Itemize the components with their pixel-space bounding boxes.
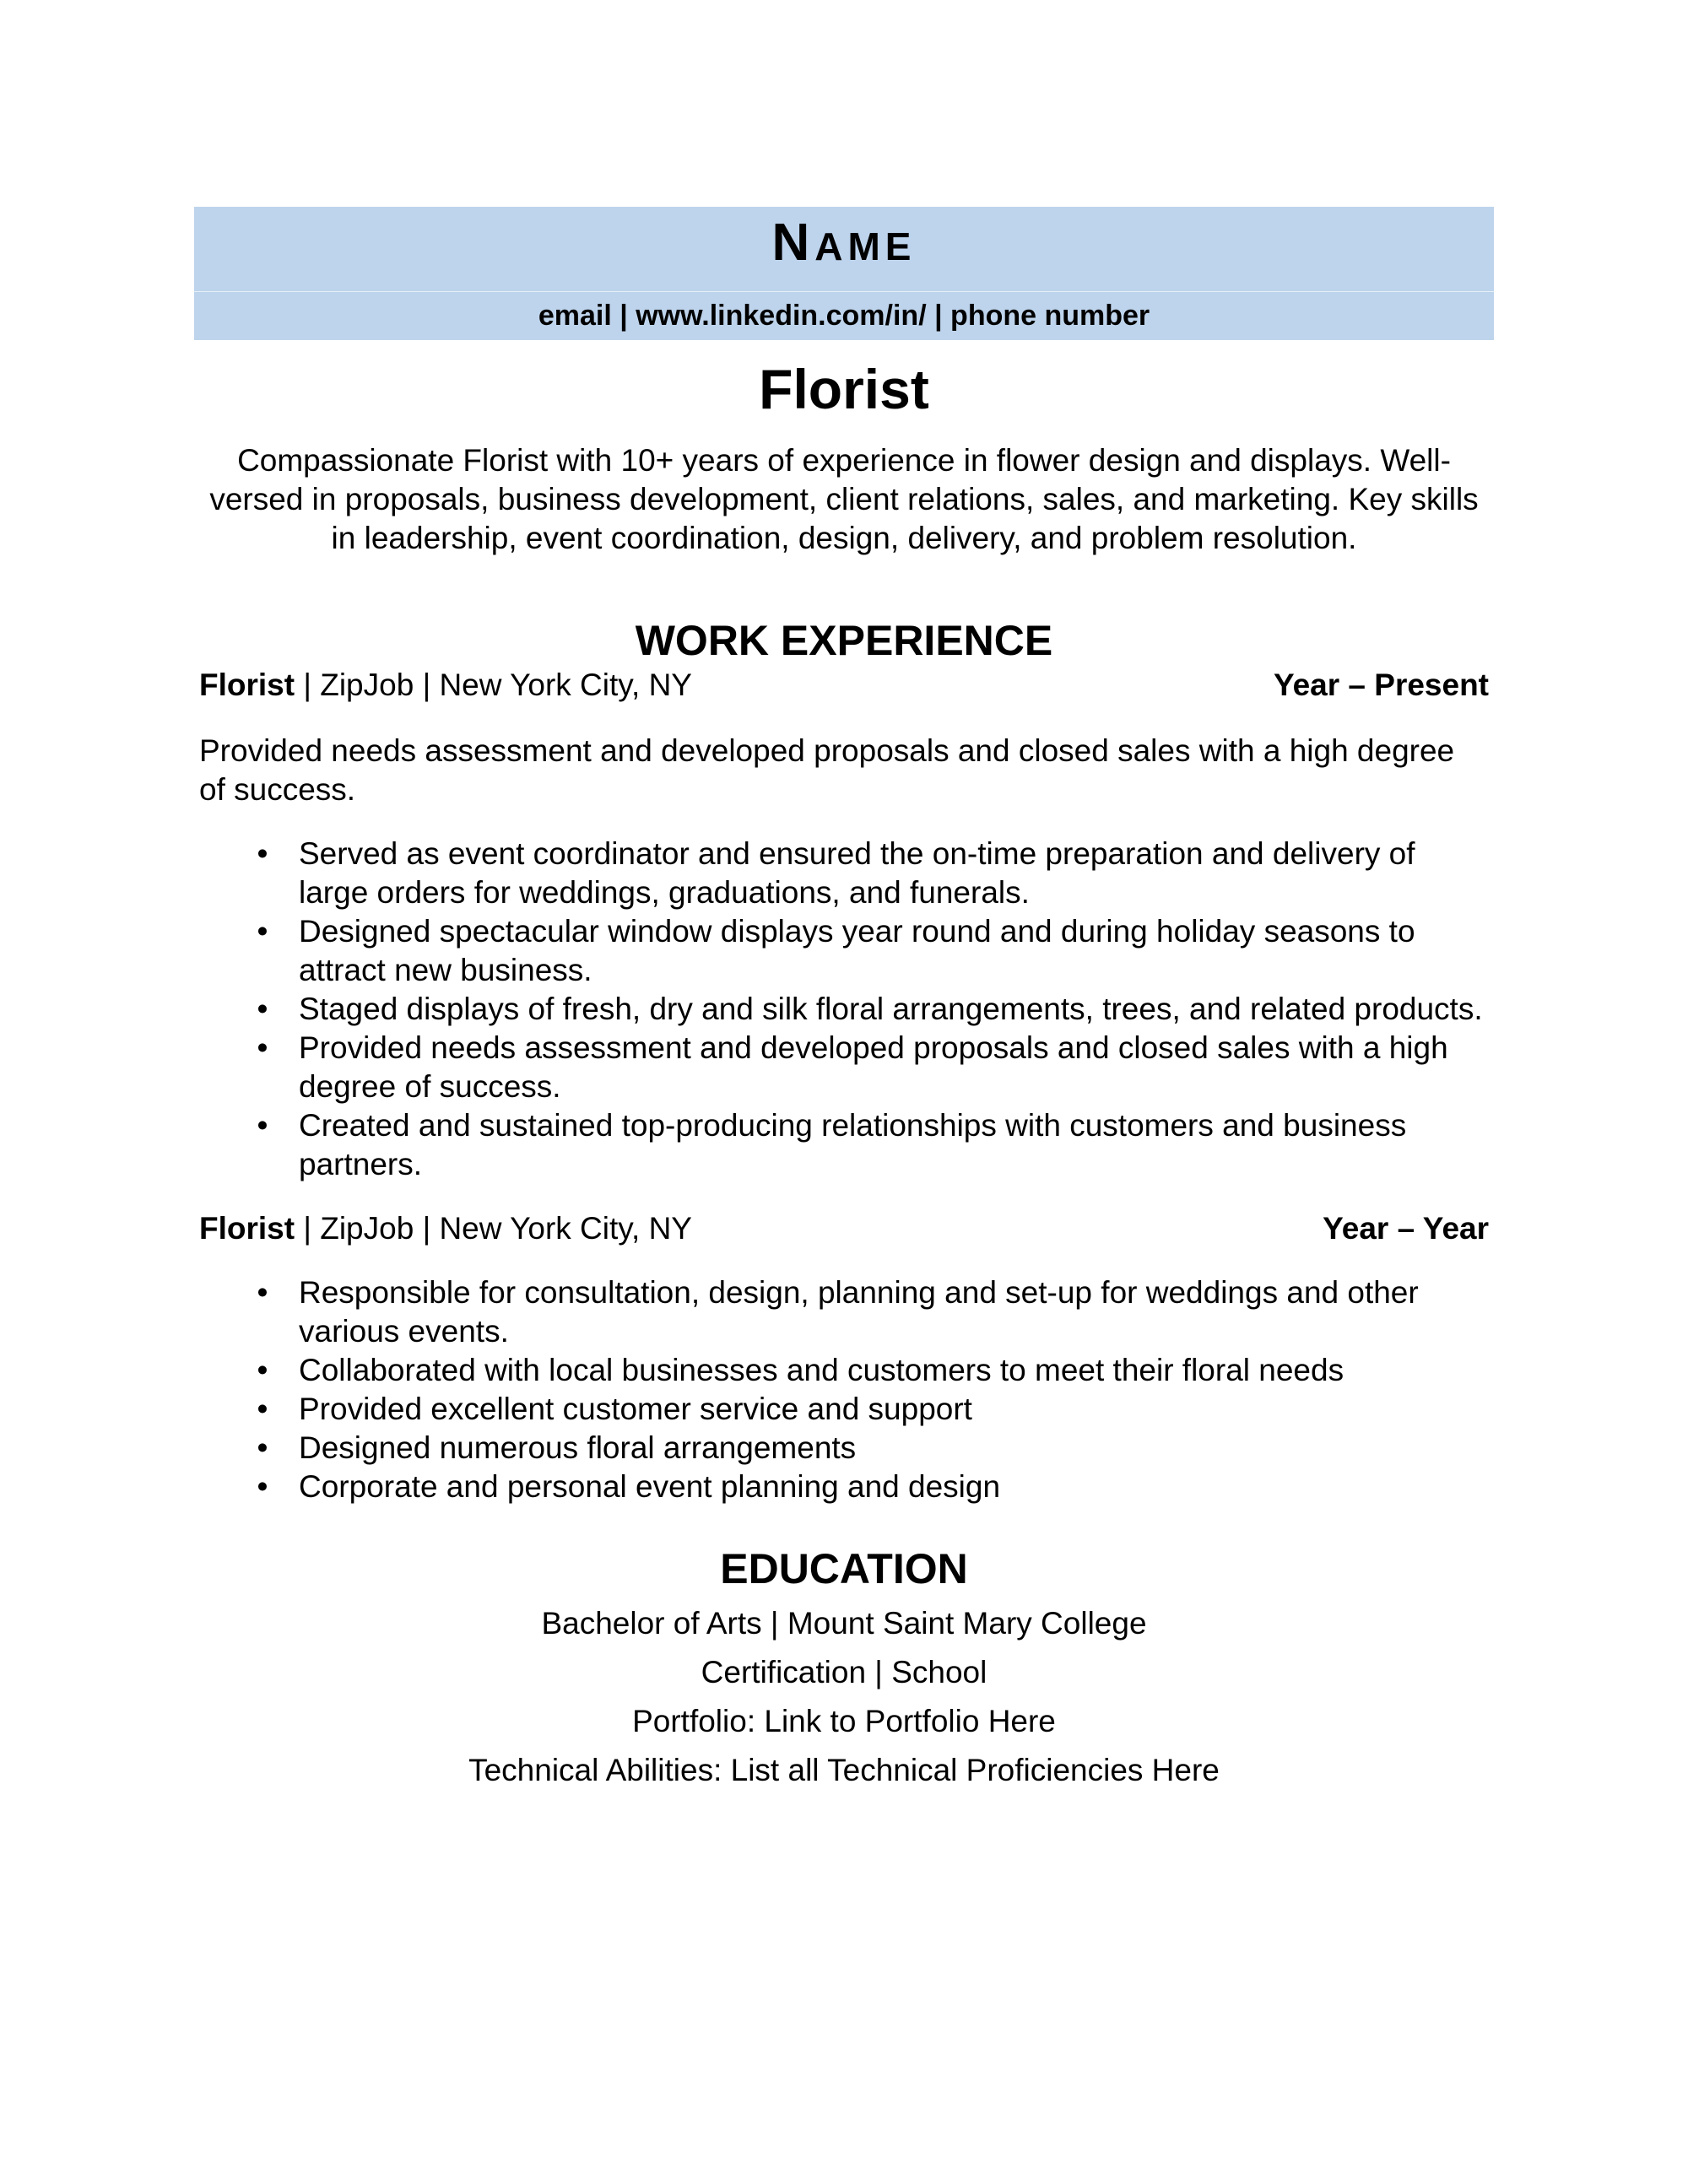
bullet-text: Designed spectacular window displays year round and during holiday seasons to attract new business. (299, 914, 1415, 987)
bullet-icon: • (257, 1353, 268, 1387)
job-2-dates: Year – Year (1323, 1211, 1489, 1246)
bullet-icon: • (257, 1392, 268, 1426)
bullet-icon: • (257, 1275, 268, 1310)
bullet-icon: • (257, 1430, 268, 1465)
job-1-role: Florist (199, 668, 295, 702)
job-2-bullet-list (194, 1273, 1494, 1506)
bullet-text: Created and sustained top-producing relationships with customers and business partners. (299, 1108, 1407, 1181)
job-1-role-line (199, 666, 692, 705)
job-1-description: Provided needs assessment and developed proposals and closed sales with a high degree of success. (199, 733, 1455, 807)
bullet-icon: • (257, 992, 268, 1026)
list-item (194, 1429, 1494, 1468)
bullet-text: Provided excellent customer service and support (299, 1392, 972, 1426)
education-heading: EDUCATION (720, 1545, 968, 1592)
job-1-dates: Year – Present (1273, 668, 1489, 702)
job-2-role-line (199, 1209, 692, 1248)
list-item (194, 1029, 1494, 1106)
bullet-icon: • (257, 1108, 268, 1143)
bullet-text: Provided needs assessment and developed proposals and closed sales with a high degree of success. (299, 1030, 1448, 1104)
bullet-icon: • (257, 1469, 268, 1504)
professional-summary: Compassionate Florist with 10+ years of experience in flower design and displays. Well-versed in proposals, business development, client relations, sales, and marketing. Key skills in leadership, event coordination, design, delivery, and problem resolution. (209, 443, 1479, 555)
bullet-icon: • (257, 836, 268, 871)
list-item (194, 1351, 1494, 1390)
bullet-text: Collaborated with local businesses and customers to meet their floral needs (299, 1353, 1344, 1387)
list-item (194, 1390, 1494, 1429)
candidate-name (194, 214, 1494, 276)
header-banner (194, 207, 1494, 340)
header-divider (194, 291, 1494, 292)
job-2-company-location: | ZipJob | New York City, NY (295, 1211, 692, 1246)
bullet-text: Designed numerous floral arrangements (299, 1430, 857, 1465)
bullet-icon: • (257, 914, 268, 949)
education-certification: Certification | School (701, 1655, 987, 1689)
job-1-bullet-list (194, 835, 1494, 1184)
education-list (194, 1599, 1494, 1795)
list-item (194, 1106, 1494, 1184)
list-item (194, 990, 1494, 1029)
list-item (194, 1273, 1494, 1351)
bullet-text: Corporate and personal event planning and design (299, 1469, 1001, 1504)
list-item (194, 835, 1494, 912)
bullet-icon: • (257, 1030, 268, 1065)
bullet-text: Staged displays of fresh, dry and silk floral arrangements, trees, and related products. (299, 992, 1483, 1026)
job-1-company-location: | ZipJob | New York City, NY (295, 668, 692, 702)
job-title: Florist (759, 358, 929, 420)
list-item (194, 912, 1494, 990)
education-technical-abilities: Technical Abilities: List all Technical Proficiencies Here (468, 1753, 1220, 1787)
name-initial: N (771, 214, 815, 272)
job-1-header (194, 666, 1494, 705)
job-2-role: Florist (199, 1211, 295, 1246)
education-degree: Bachelor of Arts | Mount Saint Mary College (541, 1606, 1147, 1641)
job-2-header (194, 1209, 1494, 1248)
bullet-text: Responsible for consultation, design, planning and set-up for weddings and other various events. (299, 1275, 1419, 1349)
name-rest: AME (814, 224, 917, 268)
work-experience-heading: WORK EXPERIENCE (635, 617, 1053, 664)
bullet-text: Served as event coordinator and ensured the on-time preparation and delivery of large orders for weddings, graduations, and funerals. (299, 836, 1415, 910)
list-item (194, 1468, 1494, 1506)
education-portfolio: Portfolio: Link to Portfolio Here (632, 1704, 1056, 1738)
resume-page (194, 207, 1494, 1795)
contact-line: email | www.linkedin.com/in/ | phone number (538, 300, 1150, 332)
